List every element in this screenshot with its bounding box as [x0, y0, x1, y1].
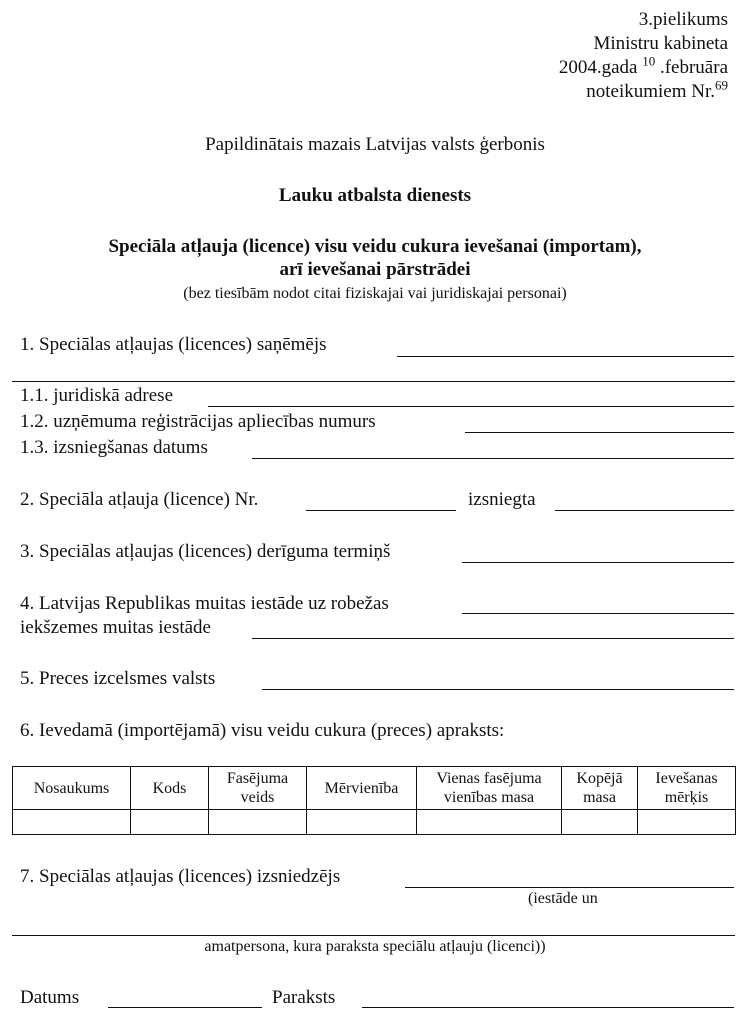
signature-label: Paraksts: [272, 987, 336, 1008]
recipient-label: 1. Speciālas atļaujas (licences) saņēmējs: [20, 334, 327, 355]
issuer-note-part1: (iestāde un: [528, 890, 598, 907]
cell-name[interactable]: [13, 810, 131, 835]
agency-name: Lauku atbalsta dienests: [278, 185, 472, 206]
col-header-unit: Mērvienība: [307, 767, 417, 810]
permit-number-label: 2. Speciāla atļauja (licence) Nr.: [20, 489, 259, 510]
document-subtitle: (bez tiesībām nodot citai fiziskajai vai juridiskajai personai): [183, 285, 567, 302]
annex-number: 3.pielikums: [638, 9, 728, 30]
goods-description-label: 6. Ievedamā (importējamā) visu veidu cukura (preces) apraksts:: [20, 720, 505, 741]
validity-label: 3. Speciālas atļaujas (licences) derīguma termiņš: [20, 541, 391, 562]
regulation-header: [559, 8, 728, 104]
issue-date-label: 1.3. izsniegšanas datums: [20, 437, 208, 458]
signature-input-line[interactable]: [362, 1007, 734, 1008]
recipient-input-line[interactable]: [397, 356, 734, 357]
cabinet-name: Ministru kabineta: [593, 33, 728, 54]
issuer-input-line[interactable]: [405, 887, 734, 888]
customs-border-input-line[interactable]: [462, 613, 734, 614]
issuer-note-part2: amatpersona, kura paraksta speciālu atļauju (licenci)): [204, 938, 546, 955]
issue-date-input-line[interactable]: [252, 458, 734, 459]
regulation-number: noteikumiem Nr.$^{69}$: [586, 77, 728, 102]
document-title-line2: arī ievešanai pārstrādei: [279, 259, 471, 280]
cell-code[interactable]: [131, 810, 209, 835]
col-header-purpose: Ievešanas mērķis: [638, 767, 736, 810]
recipient-continuation-line[interactable]: [12, 381, 735, 382]
origin-country-label: 5. Preces izcelsmes valsts: [20, 668, 216, 689]
cell-purpose[interactable]: [638, 810, 736, 835]
issuer-label: 7. Speciālas atļaujas (licences) izsniedzējs: [20, 866, 341, 887]
regulation-date: 2004.gada $^{10}$ .februāra: [558, 53, 728, 78]
goods-table-header-row: [13, 767, 736, 810]
issued-input-line[interactable]: [555, 510, 734, 511]
registration-number-label: 1.2. uzņēmuma reģistrācijas apliecības numurs: [20, 411, 376, 432]
validity-input-line[interactable]: [462, 562, 734, 563]
col-header-total-mass: Kopējā masa: [562, 767, 638, 810]
legal-address-label: 1.1. juridiskā adrese: [20, 385, 174, 406]
cell-unit[interactable]: [307, 810, 417, 835]
col-header-name: Nosaukums: [13, 767, 131, 810]
issued-label: izsniegta: [468, 489, 536, 510]
col-header-packaging: Fasējuma veids: [209, 767, 307, 810]
cell-unit-mass[interactable]: [417, 810, 562, 835]
coat-of-arms-label: Papildinātais mazais Latvijas valsts ģerbonis: [205, 134, 545, 155]
regulation-no: 69: [715, 77, 728, 93]
customs-inland-input-line[interactable]: [252, 638, 734, 639]
goods-table: [12, 766, 736, 835]
date-day: 10: [642, 53, 656, 69]
col-header-code: Kods: [131, 767, 209, 810]
issuer-continuation-line[interactable]: [12, 935, 735, 936]
document-title-line1: Speciāla atļauja (licence) visu veidu cukura ievešanai (importam),: [108, 236, 642, 257]
col-header-unit-mass: Vienas fasējuma vienības masa: [417, 767, 562, 810]
cell-total-mass[interactable]: [562, 810, 638, 835]
origin-country-input-line[interactable]: [262, 689, 734, 690]
goods-table-row[interactable]: [13, 810, 736, 835]
customs-border-label: 4. Latvijas Republikas muitas iestāde uz robežas: [20, 593, 389, 614]
date-label: Datums: [20, 987, 80, 1008]
date-input-line[interactable]: [108, 1007, 262, 1008]
cell-packaging[interactable]: [209, 810, 307, 835]
permit-number-input-line[interactable]: [306, 510, 456, 511]
customs-inland-label: iekšzemes muitas iestāde: [20, 617, 211, 638]
registration-number-input-line[interactable]: [465, 432, 734, 433]
legal-address-input-line[interactable]: [208, 406, 734, 407]
